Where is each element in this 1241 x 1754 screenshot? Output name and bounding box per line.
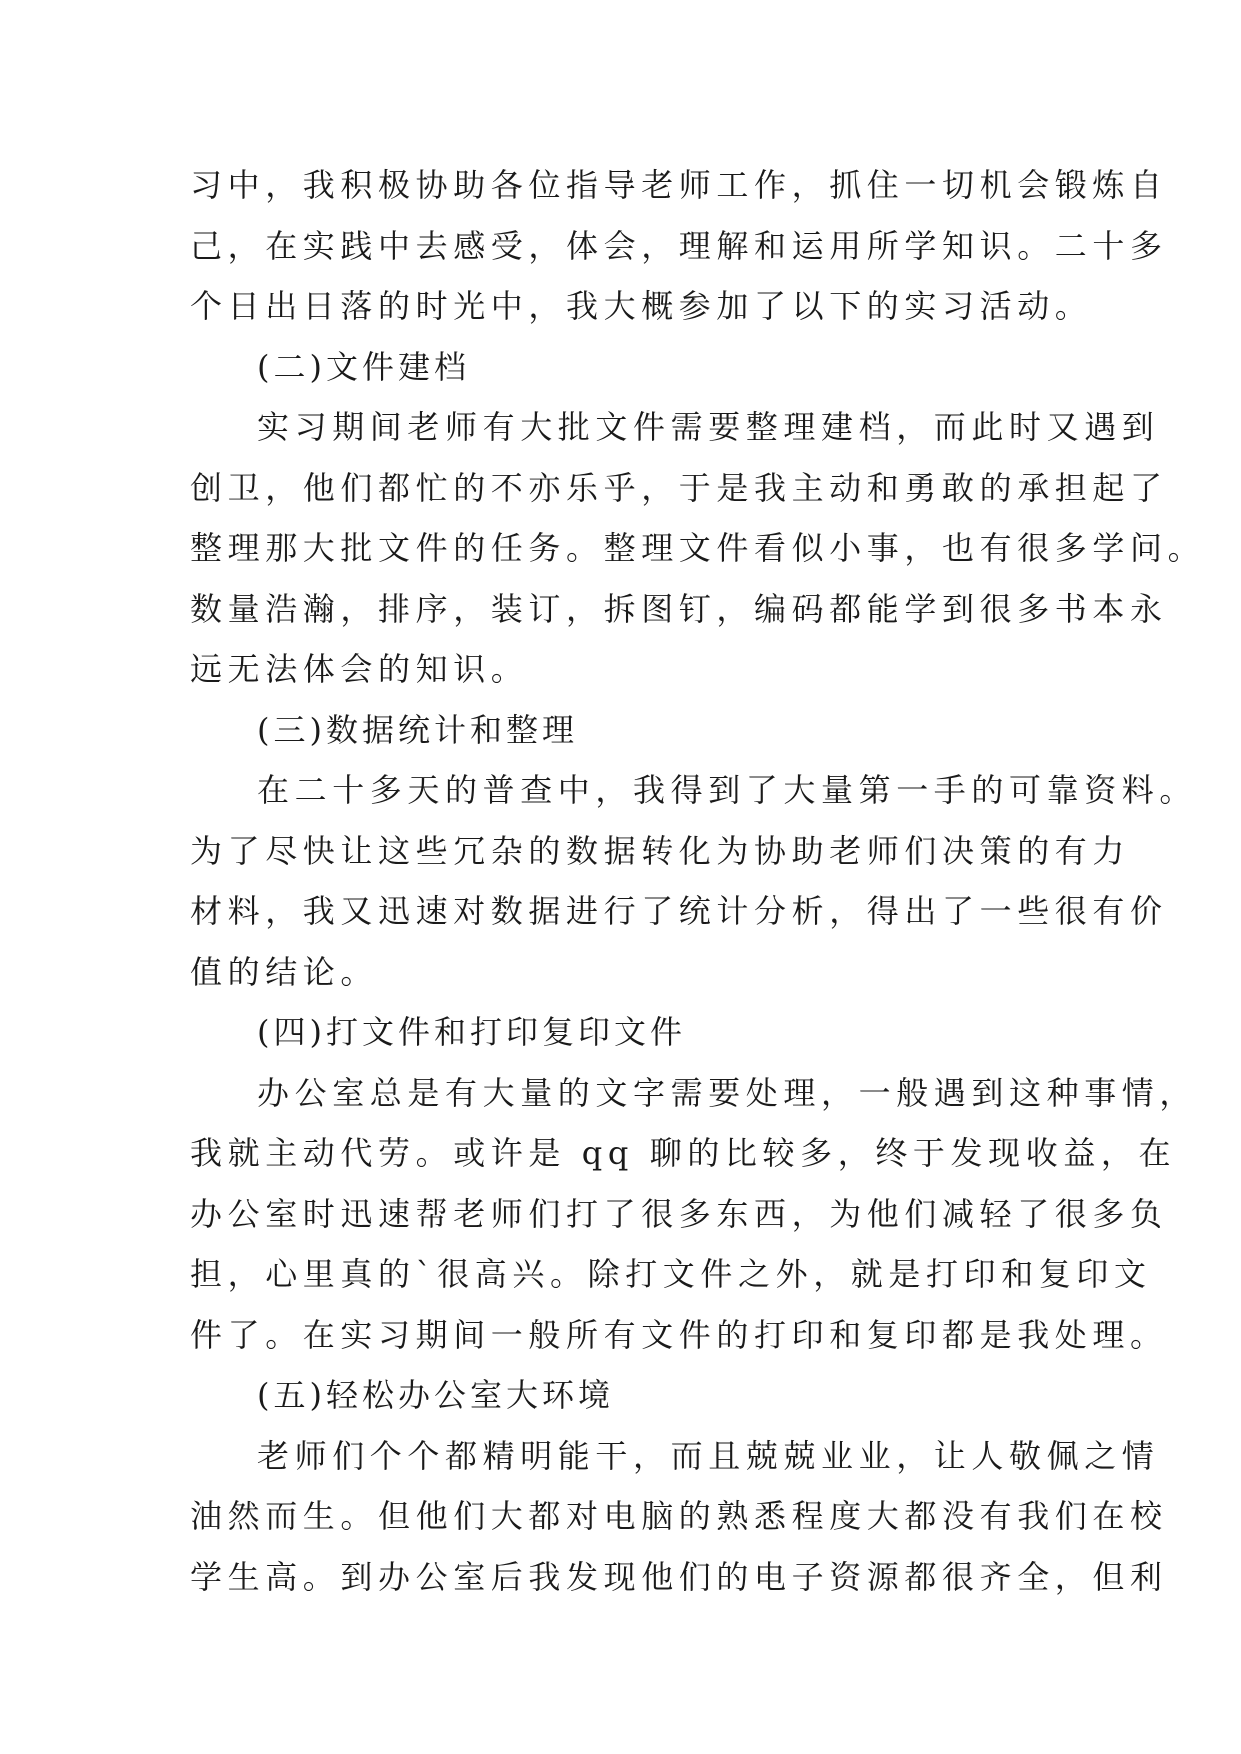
text-line: 个日出日落的时光中，我大概参加了以下的实习活动。 (190, 287, 1093, 325)
text-line: 创卫，他们都忙的不亦乐乎，于是我主动和勇敢的承担起了 (190, 468, 1168, 507)
text-line: 在二十多天的普查中，我得到了大量第一手的可靠资料。 (257, 771, 1198, 809)
text-line: 实习期间老师有大批文件需要整理建档，而此时又遇到 (257, 408, 1160, 446)
text-line: 远无法体会的知识。 (190, 650, 529, 688)
text-line: 整理那大批文件的任务。整理文件看似小事，也有很多学问。 (190, 529, 1206, 567)
text-line: 办公室总是有大量的文字需要处理，一般遇到这种事情， (257, 1073, 1198, 1112)
section-heading: (三)数据统计和整理 (257, 710, 578, 749)
text-line: 数量浩瀚，排序，装订，拆图钉，编码都能学到很多书本永 (190, 589, 1168, 628)
text-line: 我就主动代劳。或许是 qq 聊的比较多，终于发现收益，在 (190, 1134, 1177, 1172)
text-line: 为了尽快让这些冗杂的数据转化为协助老师们决策的有力 (190, 831, 1131, 870)
text-line: 老师们个个都精明能干，而且兢兢业业，让人敬佩之情 (257, 1436, 1160, 1475)
section-heading: (二)文件建档 (257, 347, 470, 386)
text-line: 担，心里真的`很高兴。除打文件之外，就是打印和复印文 (190, 1255, 1152, 1293)
text-line: 油然而生。但他们大都对电脑的熟悉程度大都没有我们在校 (190, 1497, 1168, 1535)
text-line: 习中，我积极协助各位指导老师工作，抓住一切机会锻炼自 (190, 166, 1168, 204)
section-heading: (五)轻松办公室大环境 (257, 1376, 614, 1414)
text-line: 值的结论。 (190, 952, 379, 991)
text-line: 件了。在实习期间一般所有文件的打印和复印都是我处理。 (190, 1315, 1168, 1354)
text-line: 材料，我又迅速对数据进行了统计分析，得出了一些很有价 (190, 892, 1168, 930)
text-line: 学生高。到办公室后我发现他们的电子资源都很齐全，但利 (190, 1557, 1168, 1596)
text-line: 办公室时迅速帮老师们打了很多东西，为他们减轻了很多负 (190, 1194, 1168, 1233)
text-line: 己，在实践中去感受，体会，理解和运用所学知识。二十多 (190, 226, 1168, 265)
body-text (190, 155, 1206, 1607)
section-heading: (四)打文件和打印复印文件 (257, 1013, 686, 1051)
